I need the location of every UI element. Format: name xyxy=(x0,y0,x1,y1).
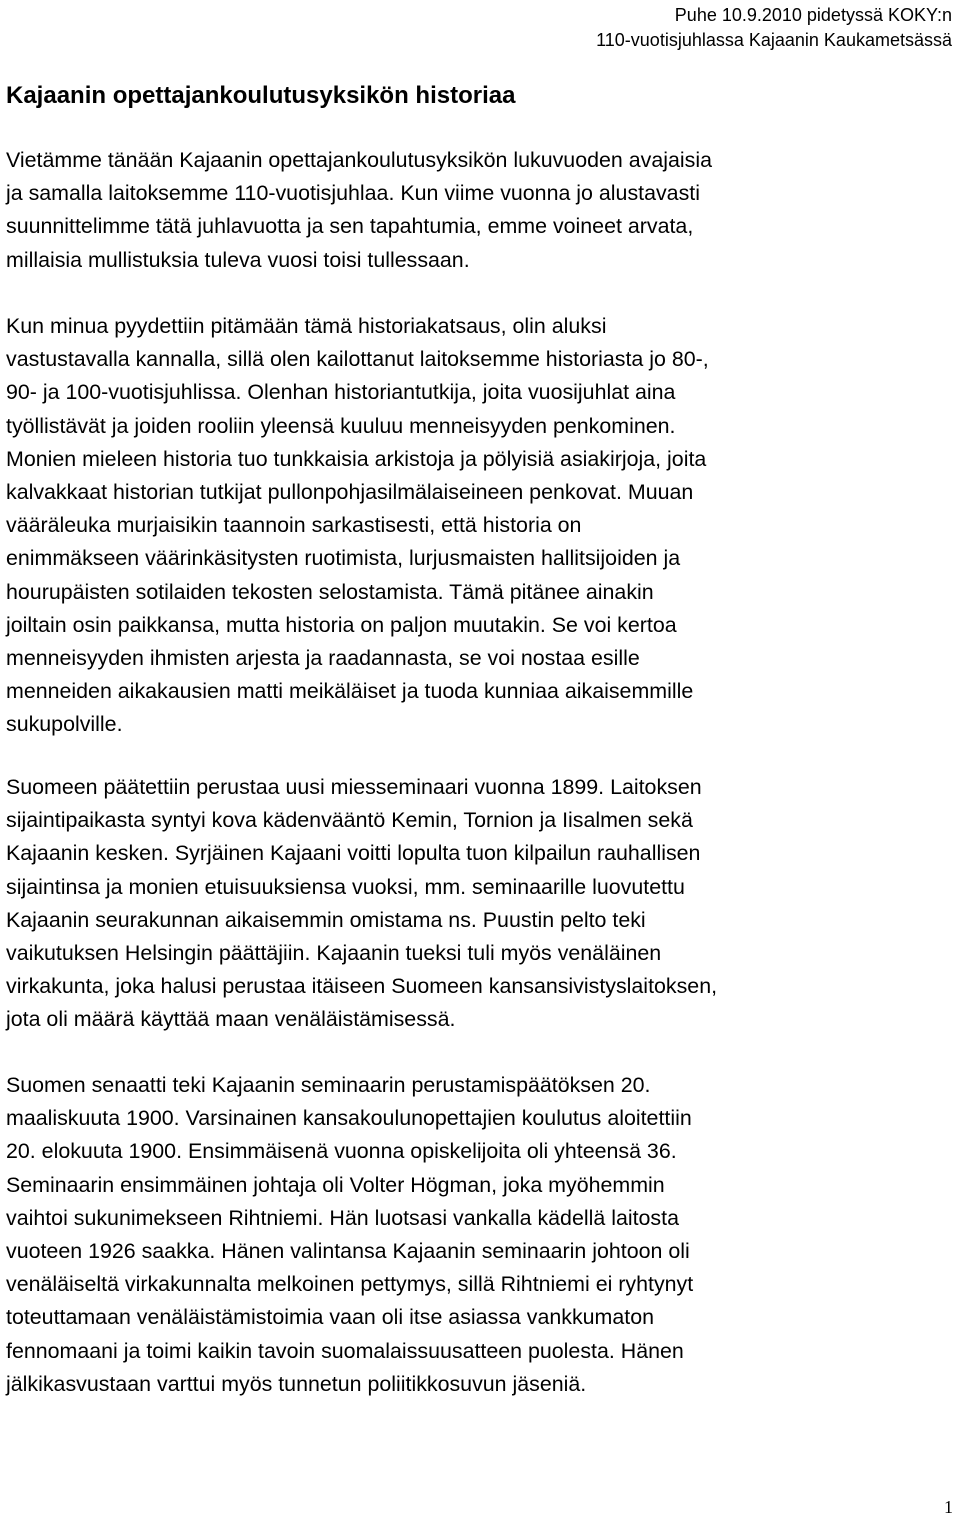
text-line: ja samalla laitoksemme 110-vuotisjuhlaa. Kun viime vuonna jo alustavasti xyxy=(6,181,700,206)
text-line: jota oli määrä käyttää maan venäläistämisessä. xyxy=(6,1007,456,1032)
text-line: fennomaani ja toimi kaikin tavoin suomalaissuusatteen puolesta. Hänen xyxy=(6,1338,684,1363)
paragraph-3 xyxy=(6,771,717,1037)
text-line: enimmäkseen väärinkäsitysten ruotimista, lurjusmaisten hallitsijoiden ja xyxy=(6,546,681,571)
text-line: sijaintinsa ja monien etuisuuksiensa vuoksi, mm. seminaarille luovutettu xyxy=(6,874,685,899)
text-line: vääräleuka murjaisikin taannoin sarkastisesti, että historia on xyxy=(6,513,582,538)
text-line: toteuttamaan venäläistämistoimia vaan oli itse asiassa vankkumaton xyxy=(6,1305,654,1330)
paragraph-4 xyxy=(6,1069,693,1401)
text-line: joiltain osin paikkansa, mutta historia on paljon muutakin. Se voi kertoa xyxy=(6,612,677,637)
text-line: Kajaanin seurakunnan aikaisemmin omistama ns. Puustin pelto teki xyxy=(6,907,646,932)
text-line: Seminaarin ensimmäinen johtaja oli Volter Högman, joka myöhemmin xyxy=(6,1172,665,1197)
paragraph-1 xyxy=(6,144,712,277)
text-line: Vietämme tänään Kajaanin opettajankoulutusyksikön lukuvuoden avajaisia xyxy=(6,148,712,172)
text-line: maaliskuuta 1900. Varsinainen kansakoulunopettajien koulutus aloitettiin xyxy=(6,1106,692,1131)
header-line-2: 110-vuotisjuhlassa Kajaanin Kaukametsässä xyxy=(596,30,952,50)
text-line: Monien mieleen historia tuo tunkkaisia arkistoja ja pölyisiä asiakirjoja, joita xyxy=(6,446,707,471)
text-line: Suomen senaatti teki Kajaanin seminaarin perustamispäätöksen 20. xyxy=(6,1073,651,1097)
document-title: Kajaanin opettajankoulutusyksikön historiaa xyxy=(6,82,516,109)
paragraph-2 xyxy=(6,310,709,742)
text-line: 90- ja 100-vuotisjuhlissa. Olenhan historiantutkija, joita vuosijuhlat aina xyxy=(6,380,676,405)
speech-header xyxy=(596,3,952,53)
text-line: vaihtoi sukunimekseen Rihtniemi. Hän luotsasi vankalla kädellä laitosta xyxy=(6,1205,679,1230)
text-line: kalvakkaat historian tutkijat pullonpohjasilmälaiseineen penkovat. Muuan xyxy=(6,480,694,505)
text-line: suunnittelimme tätä juhlavuotta ja sen tapahtumia, emme voineet arvata, xyxy=(6,214,694,239)
text-line: vastustavalla kannalla, sillä olen kailottanut laitoksemme historiasta jo 80-, xyxy=(6,347,709,372)
text-line: Suomeen päätettiin perustaa uusi miesseminaari vuonna 1899. Laitoksen xyxy=(6,775,702,799)
text-line: hourupäisten sotilaiden tekosten selostamista. Tämä pitänee ainakin xyxy=(6,579,654,604)
text-line: Kajaanin kesken. Syrjäinen Kajaani voitti lopulta tuon kilpailun rauhallisen xyxy=(6,841,701,866)
text-line: sijaintipaikasta syntyi kova kädenvääntö Kemin, Tornion ja Iisalmen sekä xyxy=(6,808,693,833)
text-line: työllistävät ja joiden rooliin yleensä kuuluu menneisyyden penkominen. xyxy=(6,413,676,438)
text-line: vuoteen 1926 saakka. Hänen valintansa Kajaanin seminaarin johtoon oli xyxy=(6,1239,690,1264)
text-line: venäläiseltä virkakunnalta melkoinen pettymys, sillä Rihtniemi ei ryhtynyt xyxy=(6,1272,694,1297)
header-line-1: Puhe 10.9.2010 pidetyssä KOKY:n xyxy=(674,5,952,25)
text-line: Kun minua pyydettiin pitämään tämä historiakatsaus, olin aluksi xyxy=(6,314,607,338)
page-number: 1 xyxy=(944,1497,953,1517)
text-line: millaisia mullistuksia tuleva vuosi toisi tullessaan. xyxy=(6,247,470,272)
text-line: 20. elokuuta 1900. Ensimmäisenä vuonna opiskelijoita oli yhteensä 36. xyxy=(6,1139,677,1164)
text-line: virkakunta, joka halusi perustaa itäiseen Suomeen kansansivistyslaitoksen, xyxy=(6,974,718,999)
text-line: sukupolville. xyxy=(6,712,123,737)
text-line: menneiden aikakausien matti meikäläiset ja tuoda kunniaa aikaisemmille xyxy=(6,679,694,704)
text-line: vaikutuksen Helsingin päättäjiin. Kajaanin tueksi tuli myös venäläinen xyxy=(6,941,662,966)
text-line: menneisyyden ihmisten arjesta ja raadannasta, se voi nostaa esille xyxy=(6,646,640,671)
text-line: jälkikasvustaan varttui myös tunnetun poliitikkosuvun jäseniä. xyxy=(6,1371,587,1396)
